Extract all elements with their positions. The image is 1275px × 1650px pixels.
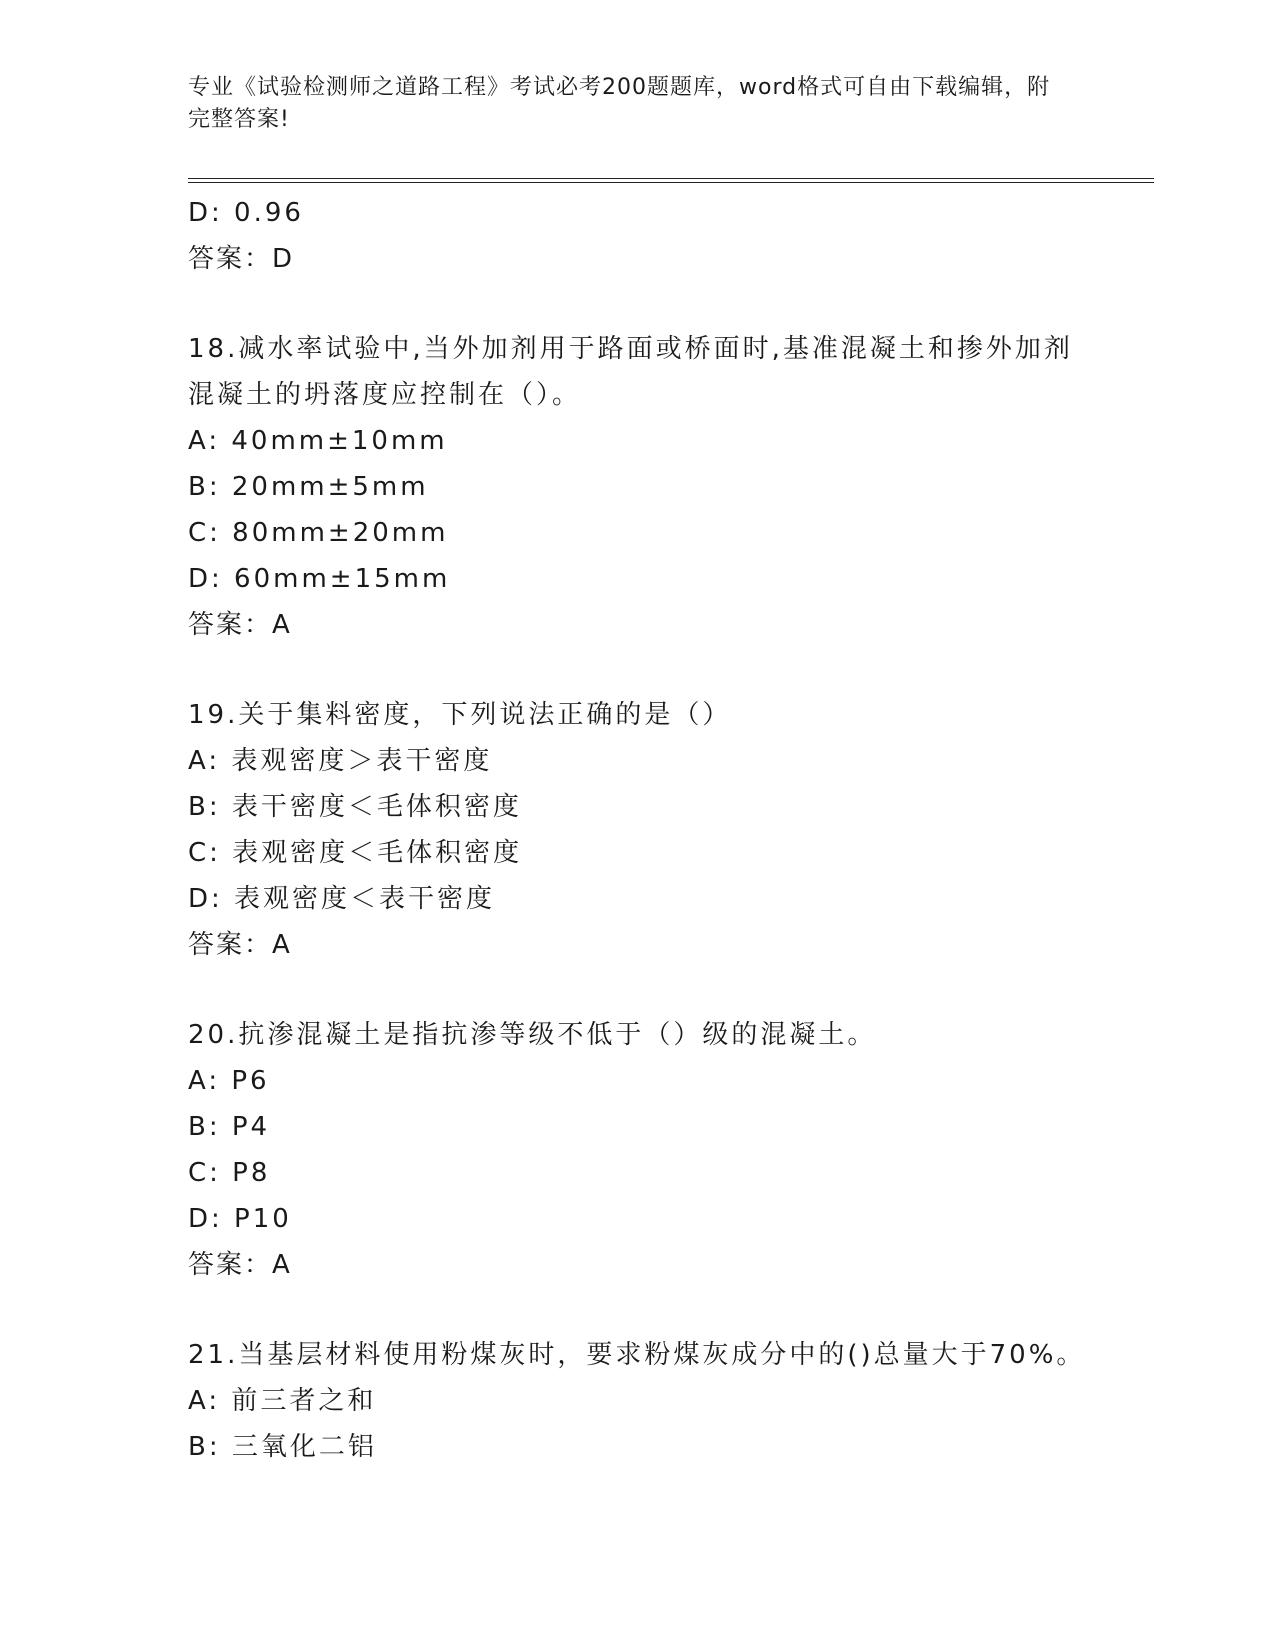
answer-line: 答案：D [188,244,295,274]
option-c: C: P8 [188,1158,271,1188]
question-20 [188,1012,1148,1288]
question-text: 18.减水率试验中,当外加剂用于路面或桥面时,基准混凝土和掺外加剂混凝土的坍落度应控制在（）。 [188,334,1073,410]
answer-line: 答案：A [188,930,292,960]
option-a: A: 表观密度＞表干密度 [188,746,493,776]
option-c: C: 80mm±20mm [188,518,449,548]
document-title: 专业《试验检测师之道路工程》考试必考200题题库，word格式可自由下载编辑，附完整答案! [188,75,1051,132]
option-d: D: 60mm±15mm [188,564,451,594]
option-a: A: P6 [188,1066,270,1096]
document-body [188,190,1148,1470]
option-d: D: 表观密度＜表干密度 [188,884,496,914]
option-d: D: P10 [188,1204,292,1234]
header-divider [188,178,1154,183]
option-b: B: P4 [188,1112,271,1142]
option-b: B: 三氧化二铝 [188,1432,377,1462]
option-d: D: 0.96 [188,198,304,228]
option-a: A: 前三者之和 [188,1386,377,1416]
question-17-tail [188,190,1148,282]
question-21 [188,1332,1148,1470]
option-b: B: 表干密度＜毛体积密度 [188,792,522,822]
option-c: C: 表观密度＜毛体积密度 [188,838,523,868]
question-19 [188,692,1148,968]
answer-line: 答案：A [188,610,292,640]
question-text: 21.当基层材料使用粉煤灰时，要求粉煤灰成分中的()总量大于70%。 [188,1340,1086,1370]
option-b: B: 20mm±5mm [188,472,429,502]
question-18 [188,326,1148,648]
question-text: 19.关于集料密度，下列说法正确的是（） [188,700,732,730]
question-text: 20.抗渗混凝土是指抗渗等级不低于（）级的混凝土。 [188,1020,877,1050]
answer-line: 答案：A [188,1250,292,1280]
option-a: A: 40mm±10mm [188,426,448,456]
document-header [188,72,1068,136]
